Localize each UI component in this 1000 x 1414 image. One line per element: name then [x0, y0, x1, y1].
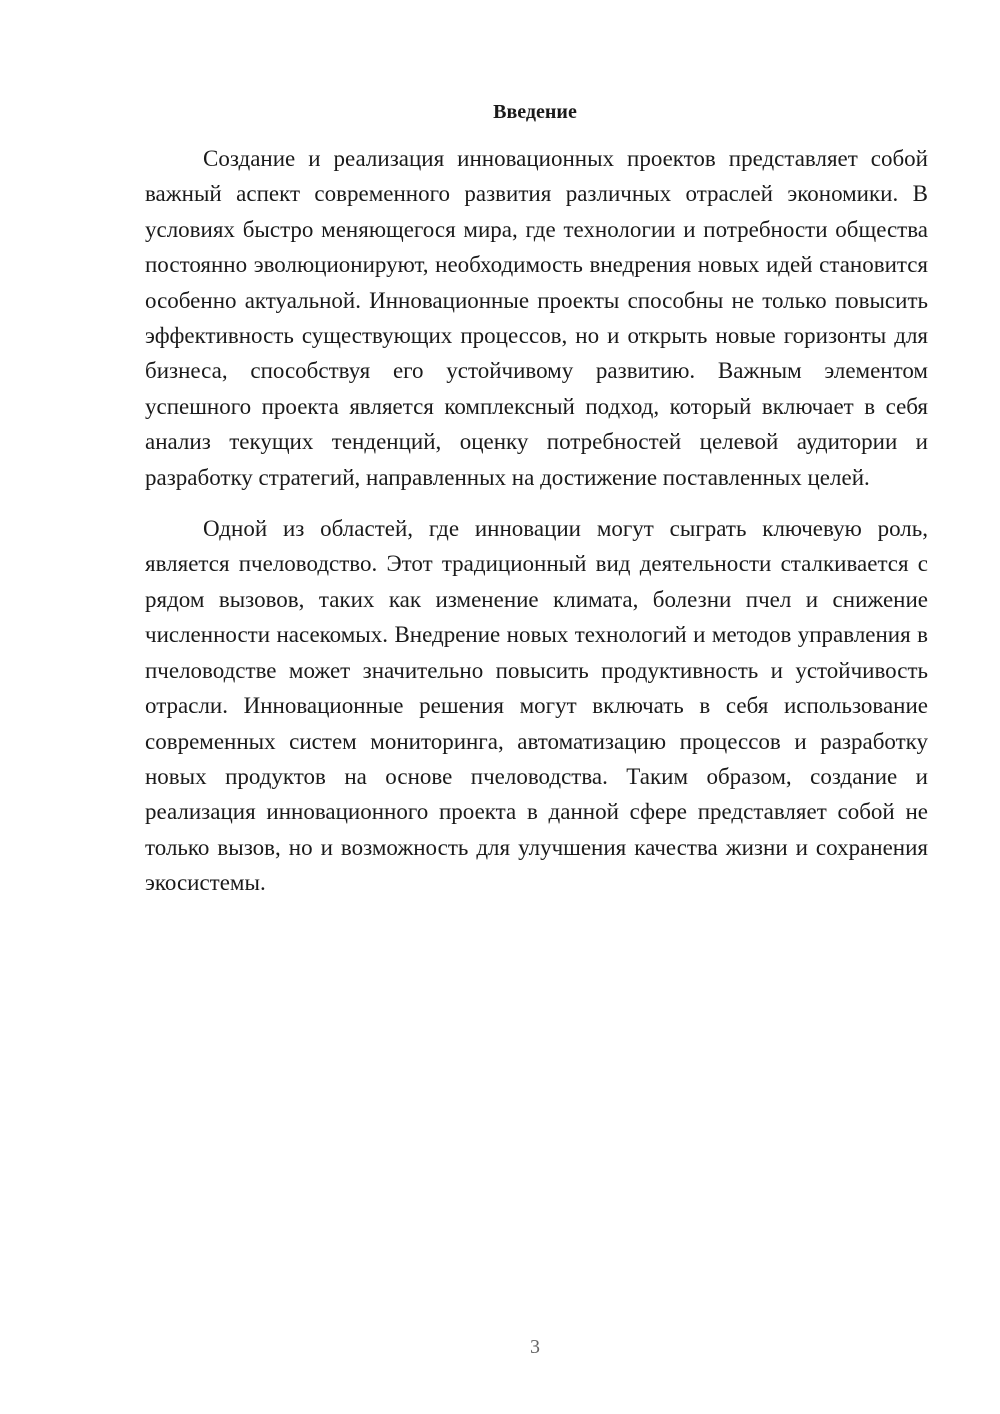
body-text [145, 141, 928, 901]
paragraph: Создание и реализация инновационных проектов представляет собой важный аспект современного развития различных отраслей экономики. В условиях быстро меняющегося мира, где технологии и потребности общества постоянно эволюционируют, необходимость внедрения новых идей становится особенно актуальной. Инновационные проекты способны не только повысить эффективность существующих процессов, но и открыть новые горизонты для бизнеса, способствуя его устойчивому развитию. Важным элементом успешного проекта является комплексный подход, который включает в себя анализ текущих тенденций, оценку потребностей целевой аудитории и разработку стратегий, направленных на достижение поставленных целей. [145, 146, 928, 490]
paragraph: Одной из областей, где инновации могут сыграть ключевую роль, является пчеловодство. Этот традиционный вид деятельности сталкивается с рядом вызовов, таких как изменение климата, болезни пчел и снижение численности насекомых. Внедрение новых технологий и методов управления в пчеловодстве может значительно повысить продуктивность и устойчивость отрасли. Инновационные решения могут включать в себя использование современных систем мониторинга, автоматизацию процессов и разработку новых продуктов на основе пчеловодства. Таким образом, создание и реализация инновационного проекта в данной сфере представляет собой не только вызов, но и возможность для улучшения качества жизни и сохранения экосистемы. [145, 516, 928, 896]
section-heading: Введение [493, 101, 577, 123]
page-number: 3 [530, 1336, 540, 1358]
